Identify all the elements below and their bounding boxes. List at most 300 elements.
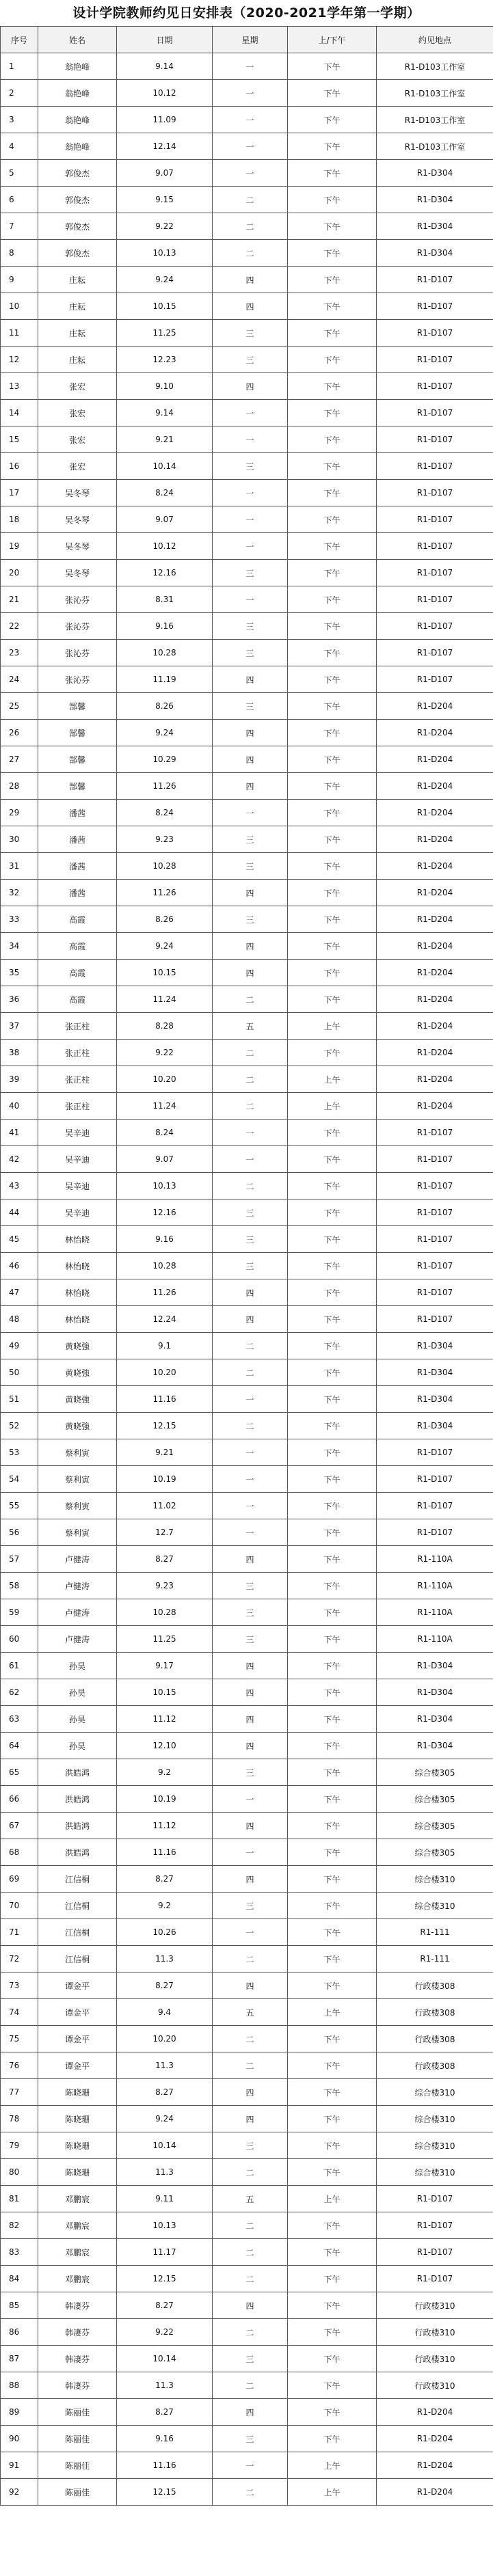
cell-period: 下午 <box>288 373 377 400</box>
cell-weekday: 三 <box>213 1226 288 1253</box>
cell-location: R1-D204 <box>377 2452 493 2479</box>
cell-name: 蔡利寅 <box>38 1439 117 1466</box>
cell-location: 综合楼310 <box>377 2132 493 2159</box>
cell-weekday: 三 <box>213 2132 288 2159</box>
cell-period: 下午 <box>288 53 377 80</box>
cell-weekday: 三 <box>213 1626 288 1653</box>
cell-index: 71 <box>1 1919 38 1946</box>
cell-location: R1-D107 <box>377 640 493 666</box>
cell-index: 10 <box>1 293 38 320</box>
cell-index: 38 <box>1 1040 38 1066</box>
cell-period: 下午 <box>288 720 377 746</box>
cell-date: 9.21 <box>117 1439 213 1466</box>
cell-name: 洪皓鸿 <box>38 1786 117 1813</box>
cell-period: 上午 <box>288 1013 377 1040</box>
cell-name: 孙昊 <box>38 1706 117 1733</box>
cell-period: 下午 <box>288 1733 377 1759</box>
cell-date: 11.3 <box>117 1946 213 1972</box>
table-row <box>1 853 493 880</box>
cell-index: 13 <box>1 373 38 400</box>
cell-weekday: 一 <box>213 533 288 560</box>
cell-weekday: 三 <box>213 1573 288 1599</box>
table-row <box>1 400 493 426</box>
table-row <box>1 1120 493 1146</box>
table-row <box>1 1759 493 1786</box>
cell-location: R1-D204 <box>377 960 493 986</box>
cell-period: 下午 <box>288 1120 377 1146</box>
table-row <box>1 160 493 187</box>
table-row <box>1 80 493 107</box>
cell-name: 蔡利寅 <box>38 1519 117 1546</box>
cell-name: 江信桐 <box>38 1946 117 1972</box>
cell-index: 43 <box>1 1173 38 1199</box>
cell-location: 综合楼305 <box>377 1759 493 1786</box>
cell-location: R1-D204 <box>377 720 493 746</box>
cell-period: 下午 <box>288 2052 377 2079</box>
cell-date: 10.28 <box>117 640 213 666</box>
cell-date: 10.15 <box>117 1679 213 1706</box>
cell-name: 庄耘 <box>38 267 117 293</box>
cell-name: 黄晓強 <box>38 1386 117 1413</box>
cell-name: 郜馨 <box>38 693 117 720</box>
cell-index: 41 <box>1 1120 38 1146</box>
cell-weekday: 一 <box>213 1386 288 1413</box>
cell-weekday: 二 <box>213 1093 288 1120</box>
cell-location: R1-D204 <box>377 693 493 720</box>
cell-period: 下午 <box>288 1333 377 1359</box>
cell-date: 9.2 <box>117 1759 213 1786</box>
cell-index: 11 <box>1 320 38 347</box>
cell-date: 10.13 <box>117 1173 213 1199</box>
cell-weekday: 三 <box>213 347 288 373</box>
cell-location: R1-D107 <box>377 1226 493 1253</box>
cell-weekday: 四 <box>213 1733 288 1759</box>
cell-date: 10.14 <box>117 2346 213 2372</box>
cell-location: R1-D204 <box>377 826 493 853</box>
table-row <box>1 2186 493 2212</box>
cell-location: R1-D107 <box>377 400 493 426</box>
cell-name: 陈晓珊 <box>38 2106 117 2132</box>
cell-location: R1-D204 <box>377 2479 493 2506</box>
cell-weekday: 四 <box>213 2079 288 2106</box>
cell-date: 10.28 <box>117 1253 213 1279</box>
cell-period: 下午 <box>288 1893 377 1919</box>
cell-period: 下午 <box>288 1919 377 1946</box>
cell-index: 90 <box>1 2426 38 2452</box>
cell-name: 邓鹏宸 <box>38 2239 117 2266</box>
cell-period: 上午 <box>288 1093 377 1120</box>
cell-location: R1-D304 <box>377 160 493 187</box>
table-row <box>1 1786 493 1813</box>
cell-name: 邓鹏宸 <box>38 2212 117 2239</box>
cell-period: 下午 <box>288 80 377 107</box>
table-row <box>1 960 493 986</box>
cell-weekday: 四 <box>213 1546 288 1573</box>
cell-index: 53 <box>1 1439 38 1466</box>
cell-date: 12.16 <box>117 1199 213 1226</box>
cell-location: R1-D107 <box>377 480 493 506</box>
cell-location: R1-D107 <box>377 1199 493 1226</box>
cell-location: R1-D103工作室 <box>377 107 493 133</box>
header-name: 姓名 <box>38 27 117 53</box>
schedule-table <box>0 26 493 2506</box>
cell-period: 下午 <box>288 2212 377 2239</box>
table-header <box>1 27 493 53</box>
cell-period: 下午 <box>288 506 377 533</box>
cell-date: 9.24 <box>117 2106 213 2132</box>
cell-name: 谭金平 <box>38 2026 117 2052</box>
cell-date: 8.27 <box>117 1546 213 1573</box>
cell-name: 张正柱 <box>38 1093 117 1120</box>
cell-location: R1-D304 <box>377 1386 493 1413</box>
cell-weekday: 二 <box>213 1946 288 1972</box>
cell-index: 89 <box>1 2399 38 2426</box>
cell-weekday: 四 <box>213 1306 288 1333</box>
cell-date: 12.15 <box>117 2266 213 2292</box>
cell-date: 9.2 <box>117 1893 213 1919</box>
cell-weekday: 三 <box>213 1599 288 1626</box>
cell-index: 50 <box>1 1359 38 1386</box>
cell-period: 下午 <box>288 1359 377 1386</box>
cell-date: 11.25 <box>117 320 213 347</box>
cell-name: 谭金平 <box>38 1999 117 2026</box>
cell-weekday: 一 <box>213 80 288 107</box>
cell-location: R1-D107 <box>377 373 493 400</box>
cell-period: 下午 <box>288 1386 377 1413</box>
cell-date: 11.24 <box>117 986 213 1013</box>
cell-location: R1-D304 <box>377 1413 493 1439</box>
table-row <box>1 1333 493 1359</box>
cell-period: 下午 <box>288 826 377 853</box>
cell-name: 孙昊 <box>38 1653 117 1679</box>
cell-weekday: 一 <box>213 1120 288 1146</box>
cell-date: 8.27 <box>117 2079 213 2106</box>
cell-index: 44 <box>1 1199 38 1226</box>
cell-index: 91 <box>1 2452 38 2479</box>
cell-period: 下午 <box>288 1173 377 1199</box>
cell-name: 张宏 <box>38 400 117 426</box>
cell-period: 下午 <box>288 1626 377 1653</box>
cell-weekday: 三 <box>213 2346 288 2372</box>
cell-index: 17 <box>1 480 38 506</box>
cell-weekday: 二 <box>213 187 288 213</box>
table-row <box>1 2372 493 2399</box>
table-row <box>1 693 493 720</box>
cell-name: 黄晓強 <box>38 1413 117 1439</box>
cell-index: 39 <box>1 1066 38 1093</box>
table-row <box>1 187 493 213</box>
cell-index: 2 <box>1 80 38 107</box>
cell-index: 77 <box>1 2079 38 2106</box>
cell-date: 9.16 <box>117 1226 213 1253</box>
cell-name: 陈晓珊 <box>38 2132 117 2159</box>
table-row <box>1 373 493 400</box>
table-row <box>1 1866 493 1893</box>
table-row <box>1 1439 493 1466</box>
cell-location: R1-D107 <box>377 506 493 533</box>
table-row <box>1 107 493 133</box>
cell-name: 邓鹏宸 <box>38 2186 117 2212</box>
cell-weekday: 四 <box>213 1653 288 1679</box>
cell-index: 7 <box>1 213 38 240</box>
cell-name: 张宏 <box>38 426 117 453</box>
cell-period: 下午 <box>288 2292 377 2319</box>
table-row <box>1 2052 493 2079</box>
cell-name: 蔡利寅 <box>38 1466 117 1493</box>
cell-period: 下午 <box>288 1226 377 1253</box>
cell-period: 下午 <box>288 2159 377 2186</box>
cell-period: 下午 <box>288 906 377 933</box>
header-location: 约见地点 <box>377 27 493 53</box>
cell-date: 11.26 <box>117 880 213 906</box>
cell-date: 10.15 <box>117 293 213 320</box>
cell-index: 86 <box>1 2319 38 2346</box>
table-row <box>1 320 493 347</box>
table-row <box>1 2106 493 2132</box>
cell-date: 9.22 <box>117 2319 213 2346</box>
cell-index: 61 <box>1 1653 38 1679</box>
table-row <box>1 1146 493 1173</box>
cell-weekday: 二 <box>213 2372 288 2399</box>
cell-name: 孙昊 <box>38 1679 117 1706</box>
cell-location: R1-D107 <box>377 320 493 347</box>
cell-name: 洪皓鸿 <box>38 1839 117 1866</box>
cell-index: 81 <box>1 2186 38 2212</box>
table-row <box>1 1946 493 1972</box>
table-row <box>1 480 493 506</box>
cell-location: R1-D304 <box>377 240 493 267</box>
cell-date: 9.4 <box>117 1999 213 2026</box>
cell-location: R1-D204 <box>377 2426 493 2452</box>
cell-index: 36 <box>1 986 38 1013</box>
cell-date: 8.31 <box>117 586 213 613</box>
cell-date: 11.19 <box>117 666 213 693</box>
cell-period: 下午 <box>288 880 377 906</box>
cell-period: 下午 <box>288 2132 377 2159</box>
cell-date: 12.10 <box>117 1733 213 1759</box>
table-row <box>1 133 493 160</box>
table-row <box>1 586 493 613</box>
cell-index: 87 <box>1 2346 38 2372</box>
cell-name: 潘茜 <box>38 800 117 826</box>
cell-name: 郭俊杰 <box>38 240 117 267</box>
cell-period: 下午 <box>288 2239 377 2266</box>
cell-location: R1-D107 <box>377 533 493 560</box>
cell-location: R1-D107 <box>377 453 493 480</box>
cell-date: 10.13 <box>117 2212 213 2239</box>
page-title: 设计学院教师约见日安排表（2020-2021学年第一学期） <box>72 5 421 21</box>
cell-date: 11.25 <box>117 1626 213 1653</box>
cell-weekday: 四 <box>213 880 288 906</box>
cell-date: 12.14 <box>117 133 213 160</box>
table-row <box>1 2026 493 2052</box>
cell-name: 陈丽佳 <box>38 2479 117 2506</box>
cell-weekday: 五 <box>213 1013 288 1040</box>
cell-name: 韩凄芬 <box>38 2319 117 2346</box>
cell-date: 12.15 <box>117 1413 213 1439</box>
cell-period: 上午 <box>288 2479 377 2506</box>
cell-date: 11.16 <box>117 1386 213 1413</box>
cell-location: R1-D204 <box>377 1066 493 1093</box>
cell-name: 郭俊杰 <box>38 187 117 213</box>
cell-index: 35 <box>1 960 38 986</box>
cell-index: 82 <box>1 2212 38 2239</box>
cell-weekday: 一 <box>213 1146 288 1173</box>
cell-date: 11.16 <box>117 2452 213 2479</box>
table-row <box>1 906 493 933</box>
header-date: 日期 <box>117 27 213 53</box>
cell-period: 下午 <box>288 1679 377 1706</box>
cell-weekday: 一 <box>213 506 288 533</box>
cell-name: 翁艳峰 <box>38 107 117 133</box>
cell-name: 张宏 <box>38 373 117 400</box>
table-row <box>1 2319 493 2346</box>
cell-date: 10.15 <box>117 960 213 986</box>
cell-name: 陈丽佳 <box>38 2452 117 2479</box>
cell-name: 卢健涛 <box>38 1599 117 1626</box>
cell-location: R1-D103工作室 <box>377 80 493 107</box>
table-row <box>1 1706 493 1733</box>
cell-date: 10.20 <box>117 1066 213 1093</box>
cell-date: 10.14 <box>117 2132 213 2159</box>
cell-index: 3 <box>1 107 38 133</box>
cell-date: 9.17 <box>117 1653 213 1679</box>
cell-location: R1-D204 <box>377 1040 493 1066</box>
cell-location: R1-D204 <box>377 746 493 773</box>
table-row <box>1 880 493 906</box>
cell-name: 高霞 <box>38 906 117 933</box>
table-row <box>1 1013 493 1040</box>
cell-weekday: 三 <box>213 1199 288 1226</box>
cell-period: 下午 <box>288 347 377 373</box>
cell-location: 行政楼310 <box>377 2292 493 2319</box>
cell-period: 下午 <box>288 1813 377 1839</box>
cell-date: 10.28 <box>117 1599 213 1626</box>
cell-weekday: 二 <box>213 2479 288 2506</box>
cell-name: 张正柱 <box>38 1040 117 1066</box>
cell-weekday: 二 <box>213 2026 288 2052</box>
cell-date: 10.28 <box>117 853 213 880</box>
cell-name: 吴冬琴 <box>38 506 117 533</box>
cell-period: 下午 <box>288 107 377 133</box>
cell-index: 4 <box>1 133 38 160</box>
table-row <box>1 506 493 533</box>
cell-name: 张沁芬 <box>38 666 117 693</box>
table-row <box>1 1546 493 1573</box>
cell-location: R1-D107 <box>377 1466 493 1493</box>
table-row <box>1 1199 493 1226</box>
cell-weekday: 二 <box>213 2052 288 2079</box>
table-row <box>1 2292 493 2319</box>
cell-weekday: 一 <box>213 1493 288 1519</box>
table-row <box>1 933 493 960</box>
table-row <box>1 1173 493 1199</box>
cell-date: 8.24 <box>117 480 213 506</box>
cell-weekday: 四 <box>213 1679 288 1706</box>
cell-index: 29 <box>1 800 38 826</box>
cell-name: 吴辛迪 <box>38 1146 117 1173</box>
cell-name: 庄耘 <box>38 320 117 347</box>
cell-location: R1-D304 <box>377 213 493 240</box>
cell-weekday: 一 <box>213 586 288 613</box>
cell-location: R1-D107 <box>377 1120 493 1146</box>
cell-weekday: 一 <box>213 107 288 133</box>
cell-weekday: 一 <box>213 1839 288 1866</box>
cell-index: 76 <box>1 2052 38 2079</box>
cell-index: 55 <box>1 1493 38 1519</box>
cell-date: 9.16 <box>117 613 213 640</box>
cell-name: 黄晓強 <box>38 1359 117 1386</box>
cell-index: 57 <box>1 1546 38 1573</box>
cell-period: 下午 <box>288 1466 377 1493</box>
cell-index: 12 <box>1 347 38 373</box>
cell-name: 邓鹏宸 <box>38 2266 117 2292</box>
cell-name: 吴冬琴 <box>38 560 117 586</box>
cell-date: 8.27 <box>117 2292 213 2319</box>
cell-period: 下午 <box>288 1839 377 1866</box>
table-row <box>1 1519 493 1546</box>
cell-index: 78 <box>1 2106 38 2132</box>
table-row <box>1 1573 493 1599</box>
cell-period: 下午 <box>288 693 377 720</box>
cell-date: 8.27 <box>117 1972 213 1999</box>
cell-location: R1-D204 <box>377 800 493 826</box>
table-row <box>1 1493 493 1519</box>
cell-weekday: 三 <box>213 1253 288 1279</box>
table-row <box>1 2399 493 2426</box>
cell-date: 8.26 <box>117 906 213 933</box>
cell-name: 陈丽佳 <box>38 2399 117 2426</box>
cell-weekday: 二 <box>213 1413 288 1439</box>
cell-date: 9.07 <box>117 160 213 187</box>
cell-location: R1-D107 <box>377 1519 493 1546</box>
cell-date: 11.3 <box>117 2372 213 2399</box>
table-row <box>1 1253 493 1279</box>
cell-location: R1-D107 <box>377 347 493 373</box>
cell-name: 江信桐 <box>38 1893 117 1919</box>
cell-weekday: 三 <box>213 2426 288 2452</box>
cell-index: 26 <box>1 720 38 746</box>
cell-date: 11.12 <box>117 1706 213 1733</box>
cell-weekday: 一 <box>213 1439 288 1466</box>
cell-name: 陈丽佳 <box>38 2426 117 2452</box>
cell-name: 郭俊杰 <box>38 213 117 240</box>
cell-name: 谭金平 <box>38 1972 117 1999</box>
cell-period: 下午 <box>288 2106 377 2132</box>
cell-date: 8.24 <box>117 1120 213 1146</box>
cell-period: 下午 <box>288 1253 377 1279</box>
cell-date: 11.3 <box>117 2052 213 2079</box>
cell-period: 下午 <box>288 560 377 586</box>
cell-period: 下午 <box>288 267 377 293</box>
cell-period: 上午 <box>288 2452 377 2479</box>
cell-weekday: 二 <box>213 213 288 240</box>
cell-weekday: 一 <box>213 480 288 506</box>
cell-weekday: 五 <box>213 1999 288 2026</box>
cell-location: R1-D107 <box>377 560 493 586</box>
cell-date: 10.19 <box>117 1466 213 1493</box>
cell-date: 9.14 <box>117 400 213 426</box>
cell-name: 林怡晓 <box>38 1279 117 1306</box>
cell-weekday: 一 <box>213 800 288 826</box>
cell-location: R1-D107 <box>377 2266 493 2292</box>
cell-period: 下午 <box>288 533 377 560</box>
table-row <box>1 640 493 666</box>
cell-location: 综合楼310 <box>377 2079 493 2106</box>
cell-index: 14 <box>1 400 38 426</box>
cell-period: 上午 <box>288 1066 377 1093</box>
table-row <box>1 213 493 240</box>
